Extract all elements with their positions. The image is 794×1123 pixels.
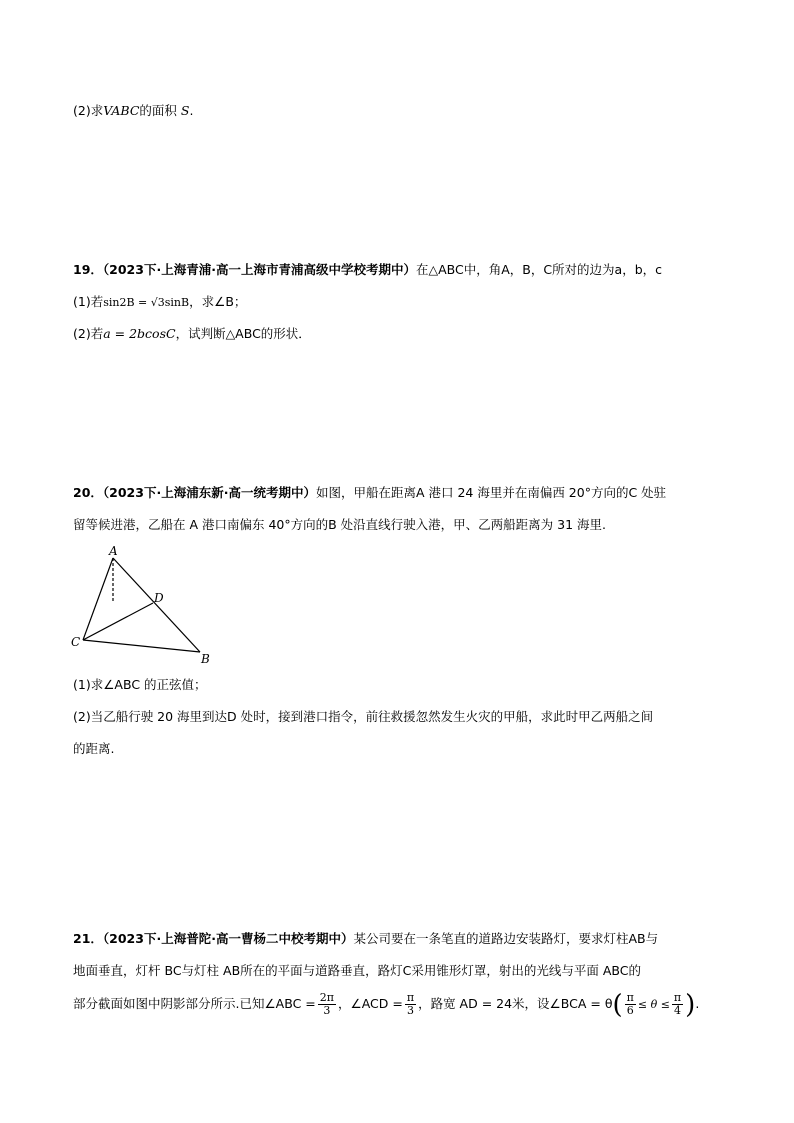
label-B: B bbox=[201, 652, 210, 665]
frac3-den: 6 bbox=[626, 1004, 634, 1017]
q20-p2-cont-text: 的距离. bbox=[73, 741, 115, 756]
q19-p1-suffix: ，求∠B； bbox=[189, 294, 247, 309]
frac2-den: 3 bbox=[406, 1004, 414, 1017]
q19-p2-math: a = 2bcosC bbox=[103, 326, 176, 341]
q20-triangle-figure bbox=[68, 540, 228, 665]
frac1-num: 2π bbox=[319, 991, 334, 1004]
theta-range: ≤ θ ≤ bbox=[637, 998, 670, 1011]
fraction-pi-4 bbox=[672, 992, 683, 1017]
q21-line3 bbox=[73, 990, 699, 1019]
q20-heading bbox=[73, 484, 666, 502]
q19-heading bbox=[73, 261, 662, 279]
label-C: C bbox=[71, 635, 81, 649]
frac3-num: π bbox=[626, 991, 634, 1004]
q20-part2-cont bbox=[73, 740, 114, 758]
q18-triangle: VABC bbox=[103, 103, 140, 118]
label-A: A bbox=[109, 544, 118, 558]
q18-part2 bbox=[73, 102, 193, 120]
q21-source: ．（2023下·上海普陀·高一曹杨二中校考期中） bbox=[90, 931, 354, 946]
q20-part2 bbox=[73, 708, 653, 726]
q18-S: S bbox=[180, 103, 190, 118]
q21-line1: 某公司要在一条笔直的道路边安装路灯，要求灯柱AB与 bbox=[353, 931, 659, 946]
edge-AB bbox=[113, 558, 200, 652]
q19-p2-prefix: (2)若 bbox=[73, 326, 104, 341]
q19-p1-math: sin2B = √3sinB bbox=[103, 296, 190, 309]
q21-line3a: 部分截面如图中阴影部分所示.已知∠ABC = bbox=[73, 996, 316, 1011]
frac4-num: π bbox=[673, 991, 682, 1004]
q21-heading bbox=[73, 930, 658, 948]
q21-line2-text: 地面垂直，灯杆 BC与灯柱 AB所在的平面与道路垂直，路灯C采用锥形灯罩，射出的光线与平面 ABC的 bbox=[73, 963, 641, 978]
frac4-den: 4 bbox=[674, 1004, 682, 1017]
q20-source: ．（2023下·上海浦东新·高一统考期中） bbox=[90, 485, 316, 500]
frac1-den: 3 bbox=[323, 1004, 331, 1017]
q21-line3c: ，路宽 AD = 24米，设∠BCA = θ bbox=[418, 996, 613, 1011]
fraction-pi-3 bbox=[405, 992, 416, 1017]
edge-AC bbox=[83, 558, 113, 640]
q19-p1-prefix: (1)若 bbox=[73, 294, 104, 309]
q18-end: . bbox=[189, 103, 194, 118]
fraction-pi-6 bbox=[625, 992, 636, 1017]
fraction-2pi-3 bbox=[318, 992, 336, 1017]
edge-CD bbox=[83, 603, 153, 640]
q21-number: 21 bbox=[73, 931, 91, 946]
edge-CB bbox=[83, 640, 200, 652]
right-paren: ) bbox=[685, 989, 696, 1020]
label-D: D bbox=[154, 591, 164, 605]
q21-end: . bbox=[695, 996, 700, 1011]
q20-part1 bbox=[73, 676, 207, 694]
q20-number: 20 bbox=[73, 485, 91, 500]
left-paren: ( bbox=[612, 989, 623, 1020]
q19-stem: 在△ABC中，角A，B，C所对的边为a，b，c bbox=[415, 262, 663, 277]
q19-part2 bbox=[73, 325, 311, 343]
q20-p1-text: (1)求∠ABC 的正弦值； bbox=[73, 677, 207, 692]
q21-line2 bbox=[73, 962, 641, 980]
q19-p2-suffix: ，试判断△ABC的形状． bbox=[175, 326, 311, 341]
frac2-num: π bbox=[406, 991, 415, 1004]
q18-part2-text: 的面积 bbox=[139, 103, 177, 118]
q20-line1: 如图，甲船在距离A 港口 24 海里并在南偏西 20°方向的C 处驻 bbox=[315, 485, 667, 500]
q19-part1 bbox=[73, 293, 246, 312]
q20-line2 bbox=[73, 516, 606, 534]
q19-source: ．（2023下·上海青浦·高一上海市青浦高级中学校考期中） bbox=[90, 262, 416, 277]
q20-p2-text: (2)当乙船行驶 20 海里到达D 处时，接到港口指令，前往救援忽然发生火灾的甲船，求此时甲乙两船之间 bbox=[73, 709, 654, 724]
q19-number: 19 bbox=[73, 262, 91, 277]
q20-line2-text: 留等候进港，乙船在 A 港口南偏东 40°方向的B 处沿直线行驶入港，甲、乙两船距离为 31 海里. bbox=[73, 517, 607, 532]
q21-line3b: ，∠ACD = bbox=[338, 996, 403, 1011]
q18-part2-prefix: (2)求 bbox=[73, 103, 104, 118]
